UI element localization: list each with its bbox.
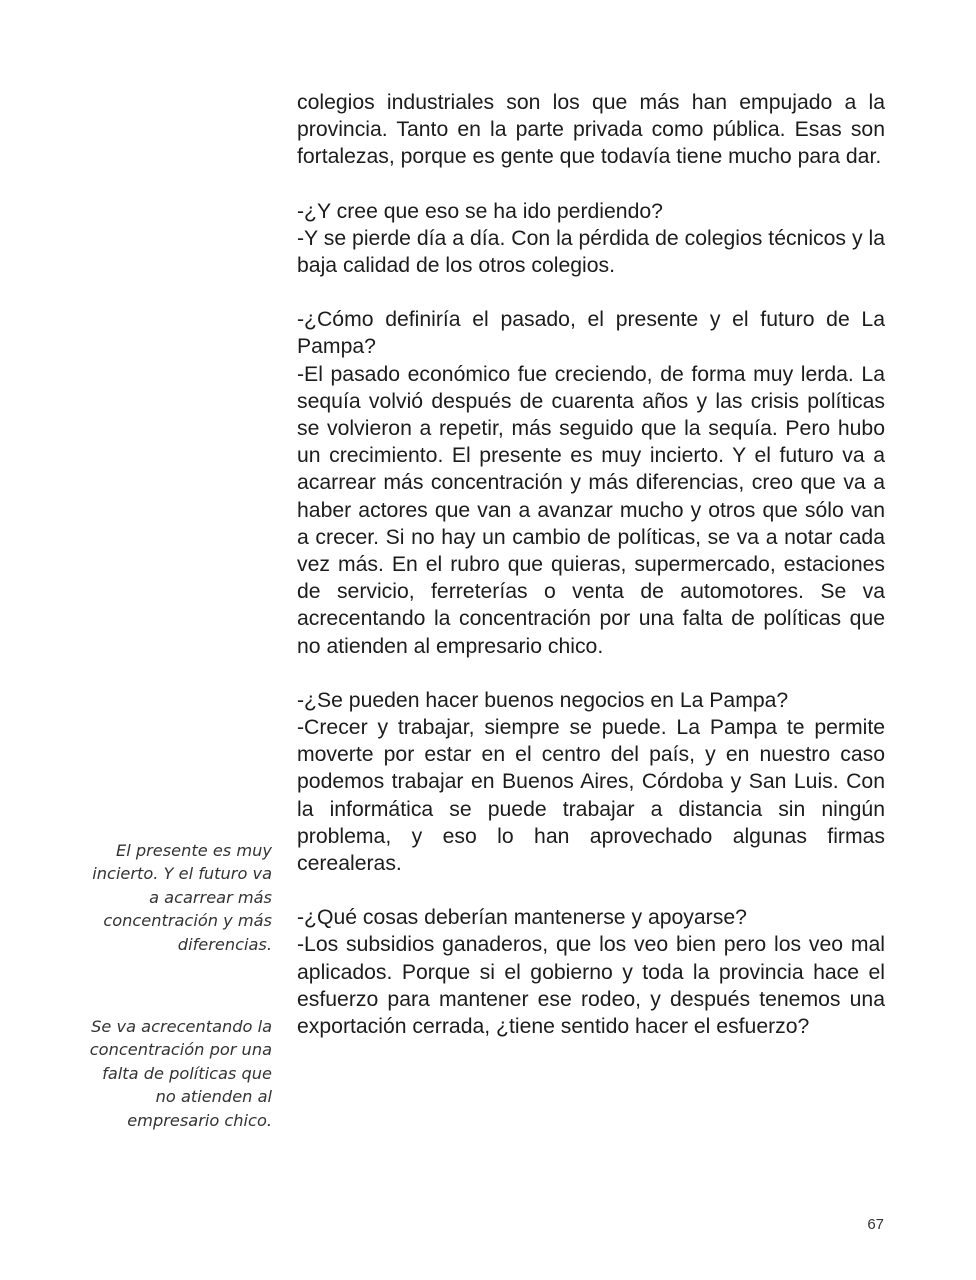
interview-answer: -El pasado económico fue creciendo, de forma muy lerda. La sequía volvió después de cuarenta años y las crisis políticas se volvieron a repetir, más seguido que la sequía. Pero hubo un crecimiento. El presente es muy incierto. Y el futuro va a acarrear más concentración y más diferencias, creo que va a haber actores que van a avanzar mucho y otros que sólo van a crecer. Si no hay un cambio de políticas, se va a notar cada vez más. En el rubro que quieras, supermercado, estaciones de servicio, ferreterías o venta de automotores. Se va acrecentando la concentración por una falta de políticas que no atienden al empresario chico. — [297, 362, 885, 658]
interview-exchange — [297, 904, 885, 1040]
main-text-column — [297, 89, 885, 1067]
interview-answer: -Crecer y trabajar, siempre se puede. La Pampa te permite moverte por estar en el centro del país, y en nuestro caso podemos trabajar en Buenos Aires, Córdoba y San Luis. Con la informática se puede trabajar a distancia sin ningún problema, y eso lo han aprovechado algunas firmas cerealeras. — [297, 716, 885, 876]
interview-exchange — [297, 198, 885, 280]
page-number: 67 — [867, 1216, 884, 1233]
interview-question: -¿Qué cosas deberían mantenerse y apoyarse? — [297, 906, 747, 930]
interview-answer: -Los subsidios ganaderos, que los veo bien pero los veo mal aplicados. Porque si el gobierno y toda la provincia hace el esfuerzo para mantener ese rodeo, y después tenemos una exportación cerrada, ¿tiene sentido hacer el esfuerzo? — [297, 933, 885, 1039]
interview-exchange — [297, 687, 885, 877]
interview-answer: -Y se pierde día a día. Con la pérdida de colegios técnicos y la baja calidad de los otros colegios. — [297, 226, 885, 278]
pull-quote: El presente es muy incierto. Y el futuro va a acarrear más concentración y más diferencias. — [92, 841, 272, 954]
interview-exchange — [297, 306, 885, 660]
pull-quote: Se va acrecentando la concentración por una falta de políticas que no atienden al empresario chico. — [89, 1017, 272, 1130]
interview-question: -¿Y cree que eso se ha ido perdiendo? — [297, 199, 663, 223]
paragraph — [297, 89, 885, 171]
interview-question: -¿Se pueden hacer buenos negocios en La Pampa? — [297, 688, 789, 712]
paragraph-text: colegios industriales son los que más han empujado a la provincia. Tanto en la parte privada como pública. Esas son fortalezas, porque es gente que todavía tiene mucho para dar. — [297, 91, 885, 169]
interview-question: -¿Cómo definiría el pasado, el presente y el futuro de La Pampa? — [297, 308, 885, 359]
